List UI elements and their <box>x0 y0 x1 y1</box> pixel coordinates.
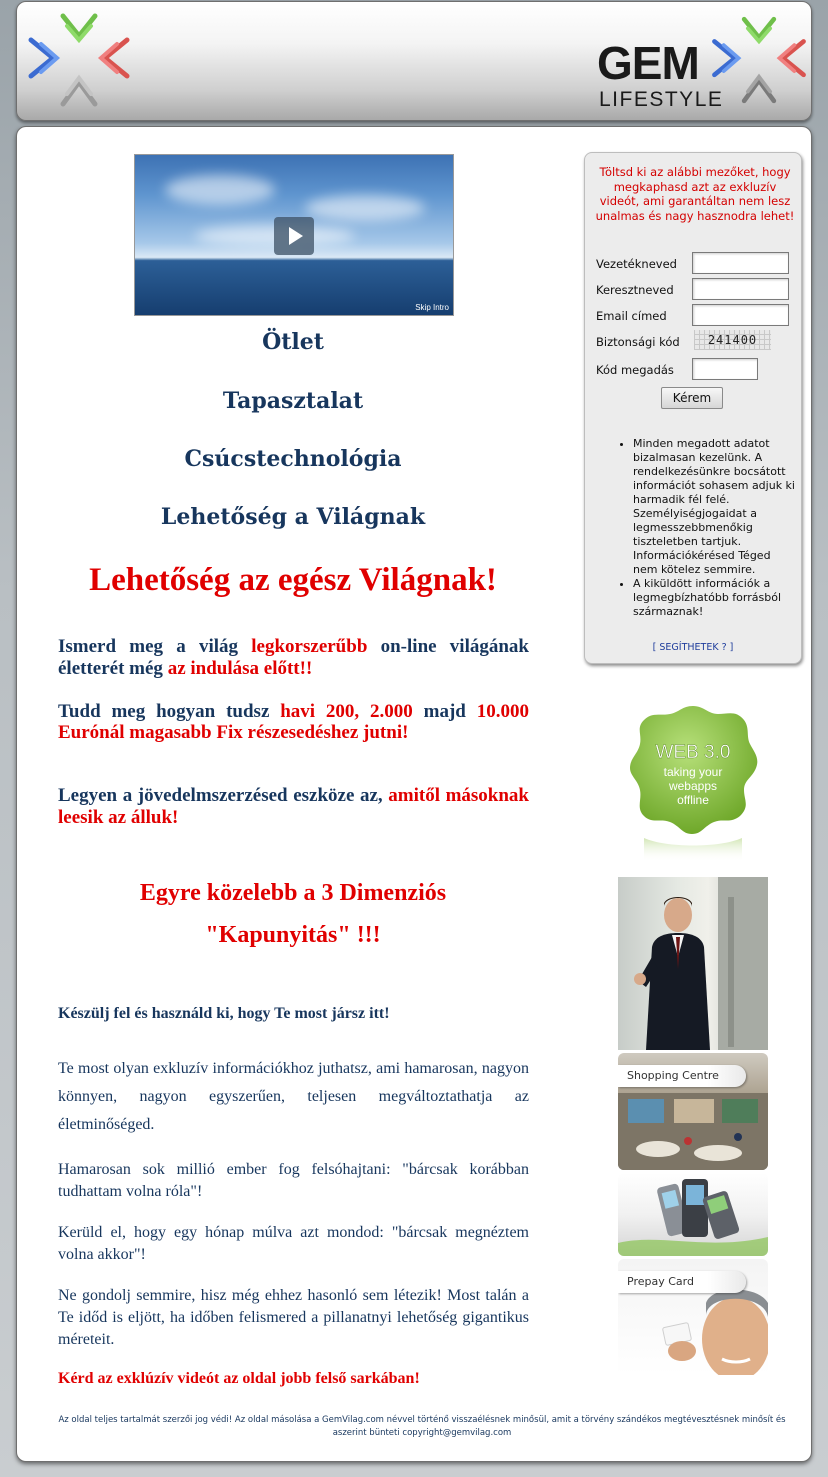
text-highlight: amitől másoknak leesik az álluk! <box>58 785 529 828</box>
headline-tapasztalat: Tapasztalat <box>222 388 364 414</box>
businessman-image <box>618 877 768 1050</box>
mobile-phones-scene <box>618 1173 768 1256</box>
form-intro: Töltsd ki az alábbi mezőket, hogy megkaphasd azt az exkluzív videót, ami garantáltan nem lesz unalmas és nagy hasznodra lehet! <box>595 165 795 223</box>
cta-text: Kérd az exklúzív videót az oldal jobb felső sarkában! <box>58 1370 420 1387</box>
web3-badge <box>626 702 761 862</box>
badge-line-3: offline <box>677 793 709 807</box>
code-entry-input[interactable] <box>692 358 758 380</box>
privacy-item: • A kiküldött információk a legmegbízhatóbb forrásból származnak! <box>633 577 798 619</box>
kapunyitas-line-2: "Kapunyitás" !!! <box>205 922 381 948</box>
headline-lehetoseg: Lehetőség a Világnak <box>160 504 426 530</box>
badge-line-2: webapps <box>668 779 718 793</box>
prepay-card-tag: Prepay Card <box>618 1271 746 1293</box>
intro-paragraph-1 <box>58 636 529 680</box>
privacy-item: • Minden megadott adatot bizalmasan kezelünk. A rendelkezésünkre bocsátott információt sohasem adjuk ki harmadik fél felé. Személyiségjogaidat a legmesszebbmenőkig tiszteletben tartjuk. Információkérésed Téged nem kötelez semmire. <box>633 437 798 577</box>
play-icon[interactable] <box>274 217 314 255</box>
text-segment: Ismerd meg a világ <box>58 636 252 657</box>
security-code-label: Biztonsági kód <box>596 335 680 349</box>
body-paragraph-3: Kerüld el, hogy egy hónap múlva azt mondod: "bárcsak megnéztem volna akkor"! <box>58 1224 529 1263</box>
copyright-footer: Az oldal teljes tartalmát szerzői jog védi! Az oldal másolása a GemVilag.com névvel történő visszaélésnek minősül, amit a törvény szándékos megtévesztésnek minősít és aszerint bünteti copyright@gemvilag.com <box>58 1415 786 1438</box>
shopping-centre-tag: Shopping Centre <box>618 1065 746 1087</box>
text-highlight: az indulása előtt!! <box>167 658 313 679</box>
brand-name: GEM <box>597 37 699 89</box>
first-name-input[interactable] <box>692 278 789 300</box>
skip-intro-link[interactable]: Skip Intro <box>415 303 449 312</box>
prepay-card-image <box>618 1259 768 1375</box>
businessman-figure <box>618 877 768 1050</box>
first-name-label: Keresztneved <box>596 283 674 297</box>
last-name-input[interactable] <box>692 252 789 274</box>
video-request-form <box>584 152 802 664</box>
mobile-phones-image <box>618 1173 768 1256</box>
text-segment: majd <box>412 701 477 722</box>
badge-reflection <box>644 838 742 862</box>
body-paragraph-4: Ne gondolj semmire, hisz még ehhez hasonló sem létezik! Most talán a Te időd is eljött, ha időben felismered a pillanatnyi lehetőség gigantikus méreteit. <box>58 1287 529 1348</box>
shopping-centre-image <box>618 1053 768 1170</box>
logo-icon <box>707 8 811 112</box>
submit-button[interactable]: Kérem <box>661 387 723 409</box>
body-paragraph-2: Hamarosan sok millió ember fog felsóhajtani: "bárcsak korábban tudhattam volna róla"! <box>58 1161 529 1200</box>
text-segment: Legyen a jövedelmszerzésed eszköze az, <box>58 785 389 806</box>
intro-paragraph-3 <box>58 785 529 829</box>
kapunyitas-heading <box>37 872 549 956</box>
video-player[interactable] <box>134 154 454 316</box>
site-header <box>16 1 812 121</box>
email-label: Email címed <box>596 309 667 323</box>
text-highlight: havi 200, 2.000 <box>280 701 413 722</box>
main-panel <box>16 126 812 1462</box>
code-entry-label: Kód megadás <box>596 363 674 377</box>
brand-tagline: LIFESTYLE <box>599 88 724 111</box>
privacy-list <box>633 437 798 619</box>
text-highlight: legkorszerűbb <box>251 636 368 657</box>
help-link[interactable]: [ SEGÍTHETEK ? ] <box>652 642 734 653</box>
logo-icon[interactable] <box>23 8 135 112</box>
main-slogan: Lehetőség az egész Világnak! <box>89 562 497 598</box>
headline-csucstechnologia: Csúcstechnológia <box>184 446 402 472</box>
text-segment: Tudd meg hogyan tudsz <box>58 701 281 722</box>
body-paragraph-1: Te most olyan exkluzív információkhoz juthatsz, ami hamarosan, nagyon könnyen, nagyon egyszerűen, teljesen megváltoztathatja az életminőséged. <box>58 1060 529 1133</box>
kapunyitas-line-1: Egyre közelebb a 3 Dimenziós <box>139 880 447 906</box>
email-input[interactable] <box>692 304 789 326</box>
captcha-image: 241400 <box>694 330 771 350</box>
prepare-line: Készülj fel és használd ki, hogy Te most jársz itt! <box>58 1005 390 1022</box>
intro-paragraph-2 <box>58 701 529 743</box>
badge-line-1: taking your <box>663 765 723 779</box>
badge-title: WEB 3.0 <box>655 742 731 763</box>
last-name-label: Vezetékneved <box>596 257 677 271</box>
text-highlight: 10.000 Eurónál magasabb Fix részesedéshez jutni! <box>58 701 529 743</box>
text-segment: on-line világának életterét még <box>58 636 529 679</box>
headline-otlet: Ötlet <box>262 329 324 355</box>
